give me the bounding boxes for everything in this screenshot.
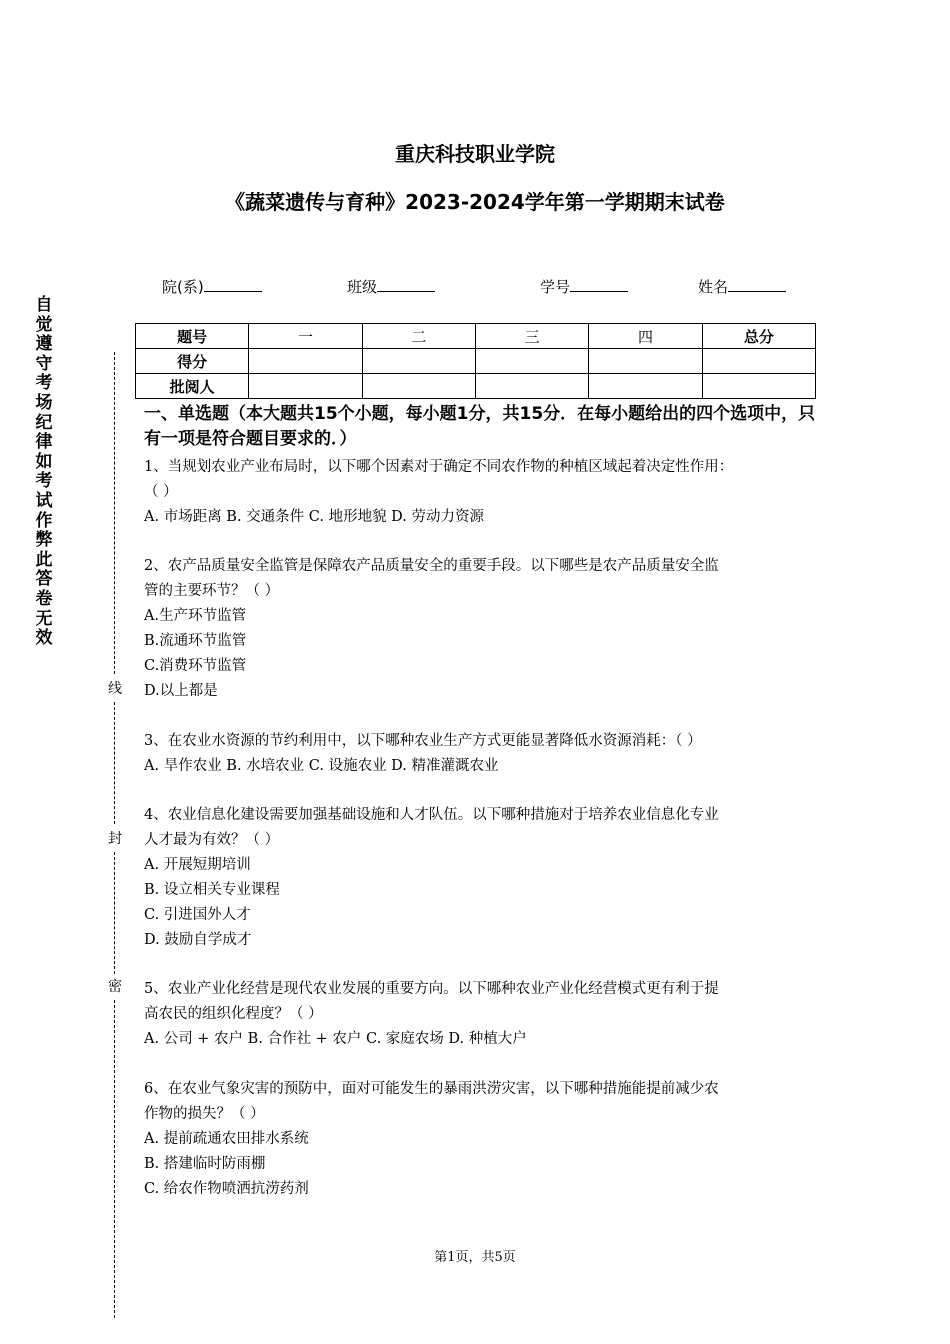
class-blank[interactable] bbox=[377, 277, 435, 292]
question-4-option-a: A. 开展短期培训 bbox=[144, 857, 251, 873]
class-field bbox=[347, 276, 435, 297]
question-1-stem: 1、当规划农业产业布局时，以下哪个因素对于确定不同农作物的种植区域起着决定性作用： bbox=[144, 459, 734, 475]
grader-row bbox=[136, 374, 816, 399]
grader-cell[interactable] bbox=[702, 374, 815, 399]
student-id-field bbox=[540, 276, 628, 297]
header-cell-2: 二 bbox=[362, 324, 475, 349]
question-2-option-b: B.流通环节监管 bbox=[144, 633, 247, 649]
grader-cell[interactable] bbox=[362, 374, 475, 399]
question-6-option-c: C. 给农作物喷洒抗涝药剂 bbox=[144, 1181, 309, 1197]
header-cell-3: 三 bbox=[475, 324, 588, 349]
score-cell[interactable] bbox=[589, 349, 702, 374]
question-4-option-b: B. 设立相关专业课程 bbox=[144, 882, 280, 898]
header-cell-1: 一 bbox=[249, 324, 362, 349]
score-cell[interactable] bbox=[475, 349, 588, 374]
score-row-label: 得分 bbox=[136, 349, 249, 374]
question-6-stem: 6、在农业气象灾害的预防中，面对可能发生的暴雨洪涝灾害，以下哪种措施能提前减少农 bbox=[144, 1081, 719, 1097]
question-5-stem: 5、农业产业化经营是现代农业发展的重要方向。以下哪种农业产业化经营模式更有利于提 bbox=[144, 981, 719, 997]
school-name: 重庆科技职业学院 bbox=[395, 142, 555, 166]
name-blank[interactable] bbox=[728, 277, 786, 292]
seal-char-feng: 封 bbox=[106, 828, 124, 848]
question-6-option-a: A. 提前疏通农田排水系统 bbox=[144, 1131, 309, 1147]
score-cell[interactable] bbox=[362, 349, 475, 374]
question-4-option-d: D. 鼓励自学成才 bbox=[144, 932, 252, 948]
student-id-label: 学号 bbox=[540, 278, 571, 296]
name-label: 姓名 bbox=[698, 278, 729, 296]
question-4-option-c: C. 引进国外人才 bbox=[144, 907, 251, 923]
question-4-stem: 人才最为有效？（ ） bbox=[144, 832, 280, 848]
department-field bbox=[162, 276, 262, 297]
page-footer: 第1页，共5页 bbox=[434, 1250, 516, 1265]
exam-title: 《蔬菜遗传与育种》2023-2024学年第一学期期末试卷 bbox=[225, 190, 725, 214]
header-cell-total: 总分 bbox=[702, 324, 815, 349]
grader-row-label: 批阅人 bbox=[136, 374, 249, 399]
side-notice: 自觉遵守考场纪律如考试作弊此答卷无效 bbox=[35, 295, 53, 649]
question-6-stem: 作物的损失？（ ） bbox=[144, 1106, 265, 1122]
section-title: 一、单选题（本大题共15个小题，每小题1分，共15分．在每小题给出的四个选项中，只有一项是符合题目要求的．） bbox=[144, 404, 816, 449]
score-table bbox=[135, 323, 816, 399]
seal-dashed-line bbox=[114, 352, 115, 674]
question-5-options: A. 公司 + 农户 B. 合作社 + 农户 C. 家庭农场 D. 种植大户 bbox=[144, 1031, 527, 1047]
seal-dashed-line bbox=[114, 1000, 115, 1318]
seal-char-line: 线 bbox=[106, 678, 124, 698]
score-cell[interactable] bbox=[702, 349, 815, 374]
question-2-option-a: A.生产环节监管 bbox=[144, 608, 247, 624]
question-6-option-b: B. 搭建临时防雨棚 bbox=[144, 1156, 266, 1172]
seal-char-mi: 密 bbox=[106, 976, 124, 996]
score-table-header-row bbox=[136, 324, 816, 349]
class-label: 班级 bbox=[347, 278, 378, 296]
grader-cell[interactable] bbox=[475, 374, 588, 399]
question-4-stem: 4、农业信息化建设需要加强基础设施和人才队伍。以下哪种措施对于培养农业信息化专业 bbox=[144, 807, 719, 823]
name-field bbox=[698, 276, 786, 297]
score-cell[interactable] bbox=[249, 349, 362, 374]
student-id-blank[interactable] bbox=[570, 277, 628, 292]
header-cell-question-no: 题号 bbox=[136, 324, 249, 349]
question-2-stem: 2、农产品质量安全监管是保障农产品质量安全的重要手段。以下哪些是农产品质量安全监 bbox=[144, 558, 719, 574]
question-2-option-d: D.以上都是 bbox=[144, 683, 218, 699]
grader-cell[interactable] bbox=[589, 374, 702, 399]
question-3-stem: 3、在农业水资源的节约利用中，以下哪种农业生产方式更能显著降低水资源消耗：（ ） bbox=[144, 733, 702, 749]
grader-cell[interactable] bbox=[249, 374, 362, 399]
question-3-options: A. 旱作农业 B. 水培农业 C. 设施农业 D. 精准灌溉农业 bbox=[144, 758, 499, 774]
question-1-options: A. 市场距离 B. 交通条件 C. 地形地貌 D. 劳动力资源 bbox=[144, 509, 485, 525]
department-label: 院(系) bbox=[162, 278, 204, 296]
department-blank[interactable] bbox=[204, 277, 262, 292]
question-2-stem: 管的主要环节？（ ） bbox=[144, 583, 280, 599]
question-5-stem: 高农民的组织化程度？（ ） bbox=[144, 1006, 323, 1022]
score-row bbox=[136, 349, 816, 374]
seal-dashed-line bbox=[114, 702, 115, 824]
seal-dashed-line bbox=[114, 852, 115, 974]
question-2-option-c: C.消费环节监管 bbox=[144, 658, 247, 674]
question-1-answer-paren: （ ） bbox=[144, 484, 178, 500]
header-cell-4: 四 bbox=[589, 324, 702, 349]
